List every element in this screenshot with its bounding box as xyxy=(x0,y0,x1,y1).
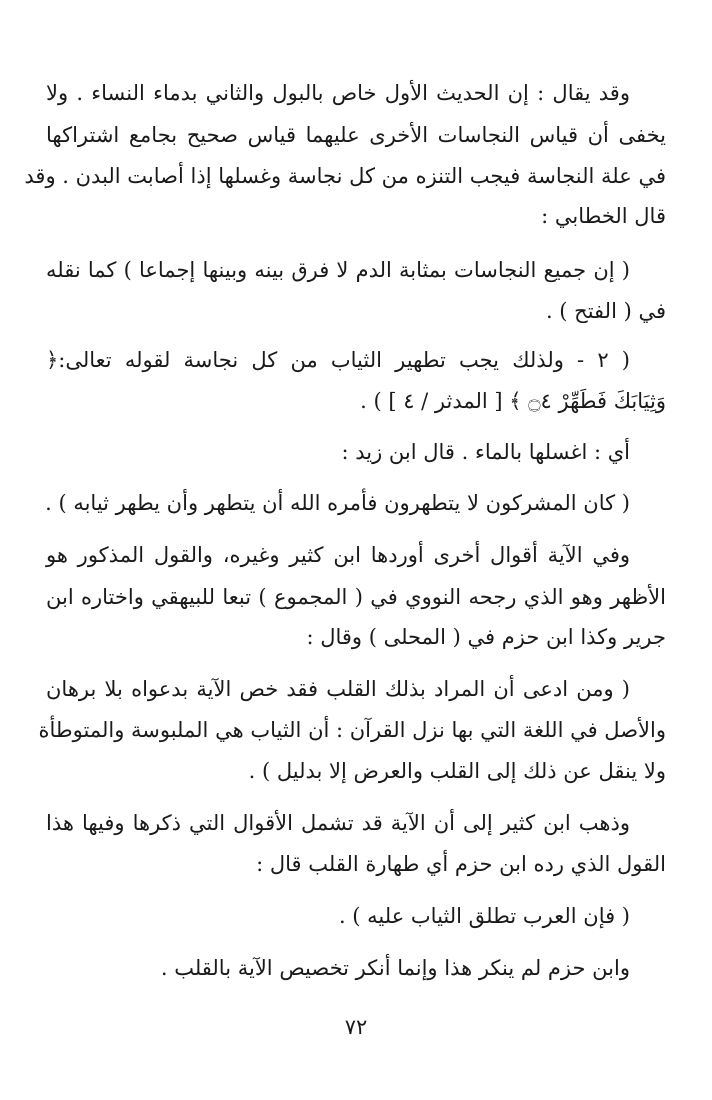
text-line: والأصل في اللغة التي بها نزل القرآن : أن الثياب هي الملبوسة والمتوطأة xyxy=(38,718,666,742)
text-line: ( ٢ - ولذلك يجب تطهير الثياب من كل نجاسة لقوله تعالى:﴿ xyxy=(46,348,630,372)
text-line: في علة النجاسة فيجب التنزه من كل نجاسة وغسلها إذا أصابت البدن . وقد xyxy=(24,164,666,188)
text-line: جرير وكذا ابن حزم في ( المحلى ) وقال : xyxy=(306,625,666,649)
text-line: وابن حزم لم ينكر هذا وإنما أنكر تخصيص الآية بالقلب . xyxy=(160,956,630,980)
text-line: ( إن جميع النجاسات بمثابة الدم لا فرق بينه وبينها إجماعا ) كما نقله xyxy=(46,258,630,282)
text-line: وفي الآية أقوال أخرى أوردها ابن كثير وغيره، والقول المذكور هو xyxy=(46,543,630,567)
text-line: ( فإن العرب تطلق الثياب عليه ) . xyxy=(338,904,630,928)
text-line: أي : اغسلها بالماء . قال ابن زيد : xyxy=(341,440,630,464)
text-line: يخفى أن قياس النجاسات الأخرى عليهما قياس صحيح بجامع اشتراكها xyxy=(46,123,666,147)
text-line: ولا ينقل عن ذلك إلى القلب والعرض إلا بدليل ) . xyxy=(248,759,666,783)
text-line: الأظهر وهو الذي رجحه النووي في ( المجموع ) تبعا للبيهقي واختاره ابن xyxy=(46,585,666,609)
text-line: ( كان المشركون لا يتطهرون فأمره الله أن يتطهر وأن يطهر ثيابه ) . xyxy=(45,491,630,515)
text-line: في ( الفتح ) . xyxy=(545,299,666,323)
text-line: ( ومن ادعى أن المراد بذلك القلب فقد خص الآية بدعواه بلا برهان xyxy=(46,677,630,701)
page-number: ٧٢ xyxy=(344,1015,368,1039)
text-line: وَثِيَابَكَ فَطَهِّرْ ۝٤ ﴾ [ المدثر / ٤ ] ) . xyxy=(360,389,666,413)
text-line: وذهب ابن كثير إلى أن الآية قد تشمل الأقوال التي ذكرها وفيها هذا xyxy=(46,811,630,835)
text-line: وقد يقال : إن الحديث الأول خاص بالبول والثاني بدماء النساء . ولا xyxy=(46,81,630,105)
text-line: قال الخطابي : xyxy=(541,204,666,228)
text-line: القول الذي رده ابن حزم أي طهارة القلب قال : xyxy=(256,852,666,876)
